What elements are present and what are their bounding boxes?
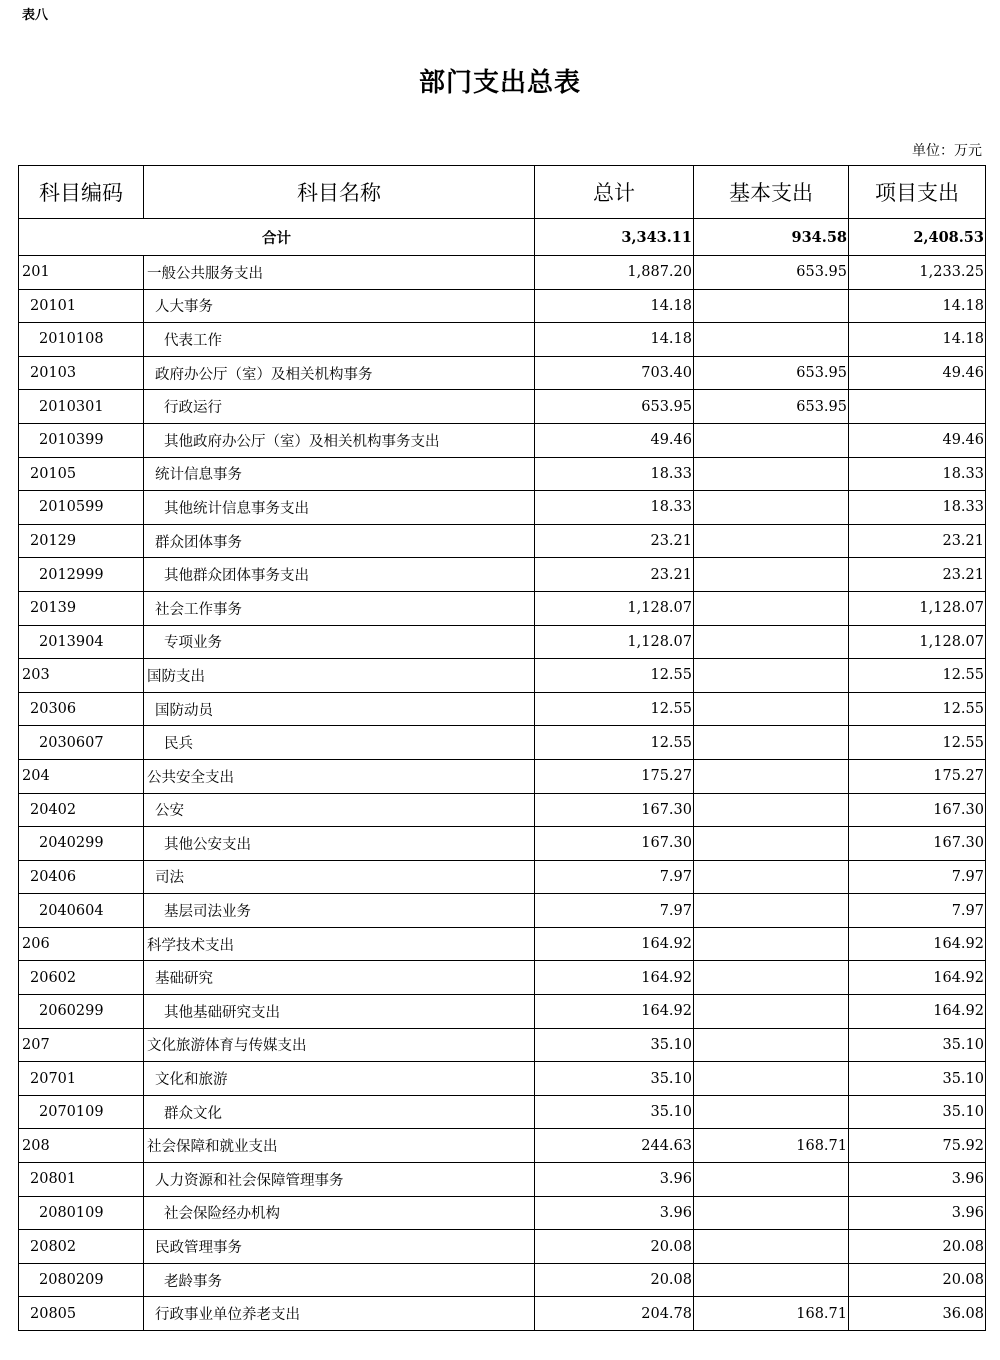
cell-name: 民政管理事务 xyxy=(144,1230,535,1264)
cell-total: 1,128.07 xyxy=(535,625,694,659)
cell-code: 20105 xyxy=(19,457,144,491)
cell-code: 20406 xyxy=(19,860,144,894)
cell-name: 行政运行 xyxy=(144,390,535,424)
cell-project: 1,233.25 xyxy=(849,256,986,290)
cell-basic xyxy=(694,591,849,625)
cell-total: 18.33 xyxy=(535,457,694,491)
cell-basic xyxy=(694,860,849,894)
cell-basic: 653.95 xyxy=(694,356,849,390)
cell-total: 703.40 xyxy=(535,356,694,390)
table-row xyxy=(19,524,986,558)
table-row xyxy=(19,491,986,525)
cell-code: 203 xyxy=(19,659,144,693)
cell-code: 204 xyxy=(19,759,144,793)
cell-code: 2013904 xyxy=(19,625,144,659)
cell-name: 群众团体事务 xyxy=(144,524,535,558)
cell-basic xyxy=(694,625,849,659)
cell-total: 7.97 xyxy=(535,860,694,894)
cell-total: 3.96 xyxy=(535,1163,694,1197)
cell-basic xyxy=(694,1230,849,1264)
cell-basic xyxy=(694,1196,849,1230)
cell-name: 基层司法业务 xyxy=(144,894,535,928)
cell-name: 其他群众团体事务支出 xyxy=(144,558,535,592)
cell-basic xyxy=(694,827,849,861)
cell-project: 14.18 xyxy=(849,289,986,323)
cell-name: 其他政府办公厅（室）及相关机构事务支出 xyxy=(144,423,535,457)
cell-total: 653.95 xyxy=(535,390,694,424)
table-row xyxy=(19,1196,986,1230)
cell-project: 35.10 xyxy=(849,1028,986,1062)
cell-code: 2030607 xyxy=(19,726,144,760)
cell-code: 2010108 xyxy=(19,323,144,357)
header-project: 项目支出 xyxy=(849,166,986,219)
cell-code: 20139 xyxy=(19,591,144,625)
table-row xyxy=(19,860,986,894)
cell-total: 164.92 xyxy=(535,927,694,961)
cell-name: 专项业务 xyxy=(144,625,535,659)
table-row xyxy=(19,1062,986,1096)
total-label: 合计 xyxy=(19,219,535,256)
table-number: 表八 xyxy=(22,8,49,23)
cell-project: 167.30 xyxy=(849,793,986,827)
cell-project: 18.33 xyxy=(849,457,986,491)
cell-basic xyxy=(694,961,849,995)
cell-total: 7.97 xyxy=(535,894,694,928)
cell-total: 167.30 xyxy=(535,827,694,861)
cell-project: 3.96 xyxy=(849,1163,986,1197)
cell-name: 司法 xyxy=(144,860,535,894)
cell-name: 老龄事务 xyxy=(144,1263,535,1297)
cell-basic xyxy=(694,524,849,558)
cell-project: 175.27 xyxy=(849,759,986,793)
cell-code: 2010599 xyxy=(19,491,144,525)
total-sum: 3,343.11 xyxy=(535,219,694,256)
table-row xyxy=(19,1028,986,1062)
table-row xyxy=(19,1297,986,1331)
table-row xyxy=(19,625,986,659)
cell-basic xyxy=(694,927,849,961)
table-row xyxy=(19,323,986,357)
table-row xyxy=(19,591,986,625)
cell-code: 207 xyxy=(19,1028,144,1062)
cell-name: 行政事业单位养老支出 xyxy=(144,1297,535,1331)
cell-project: 14.18 xyxy=(849,323,986,357)
cell-basic xyxy=(694,323,849,357)
cell-name: 人力资源和社会保障管理事务 xyxy=(144,1163,535,1197)
cell-basic xyxy=(694,793,849,827)
cell-code: 20306 xyxy=(19,692,144,726)
cell-total: 1,887.20 xyxy=(535,256,694,290)
cell-project: 18.33 xyxy=(849,491,986,525)
table-row xyxy=(19,356,986,390)
cell-total: 14.18 xyxy=(535,323,694,357)
table-row xyxy=(19,759,986,793)
page-title: 部门支出总表 xyxy=(418,68,581,98)
expenditure-table xyxy=(18,165,986,1331)
cell-project: 23.21 xyxy=(849,558,986,592)
table-row xyxy=(19,390,986,424)
cell-project xyxy=(849,390,986,424)
cell-name: 文化和旅游 xyxy=(144,1062,535,1096)
cell-code: 20602 xyxy=(19,961,144,995)
table-row xyxy=(19,894,986,928)
cell-project: 35.10 xyxy=(849,1062,986,1096)
table-row xyxy=(19,793,986,827)
cell-project: 164.92 xyxy=(849,995,986,1029)
header-code: 科目编码 xyxy=(19,166,144,219)
table-row xyxy=(19,457,986,491)
cell-code: 206 xyxy=(19,927,144,961)
cell-project: 49.46 xyxy=(849,356,986,390)
cell-project: 3.96 xyxy=(849,1196,986,1230)
cell-total: 167.30 xyxy=(535,793,694,827)
cell-project: 12.55 xyxy=(849,726,986,760)
cell-total: 3.96 xyxy=(535,1196,694,1230)
cell-basic xyxy=(694,491,849,525)
cell-total: 49.46 xyxy=(535,423,694,457)
cell-code: 201 xyxy=(19,256,144,290)
cell-total: 1,128.07 xyxy=(535,591,694,625)
cell-name: 人大事务 xyxy=(144,289,535,323)
cell-total: 20.08 xyxy=(535,1263,694,1297)
table-row xyxy=(19,1230,986,1264)
total-basic: 934.58 xyxy=(694,219,849,256)
cell-name: 其他公安支出 xyxy=(144,827,535,861)
cell-code: 20805 xyxy=(19,1297,144,1331)
unit-label: 单位：万元 xyxy=(912,143,982,159)
cell-basic: 168.71 xyxy=(694,1129,849,1163)
header-basic: 基本支出 xyxy=(694,166,849,219)
cell-name: 社会工作事务 xyxy=(144,591,535,625)
table-row xyxy=(19,692,986,726)
cell-basic xyxy=(694,726,849,760)
cell-project: 1,128.07 xyxy=(849,625,986,659)
cell-total: 35.10 xyxy=(535,1095,694,1129)
cell-basic xyxy=(694,457,849,491)
total-row xyxy=(19,219,986,256)
cell-name: 国防动员 xyxy=(144,692,535,726)
header-total: 总计 xyxy=(535,166,694,219)
cell-name: 公安 xyxy=(144,793,535,827)
cell-basic: 653.95 xyxy=(694,256,849,290)
cell-name: 民兵 xyxy=(144,726,535,760)
cell-name: 国防支出 xyxy=(144,659,535,693)
cell-code: 20701 xyxy=(19,1062,144,1096)
cell-code: 2010301 xyxy=(19,390,144,424)
cell-name: 其他统计信息事务支出 xyxy=(144,491,535,525)
cell-project: 164.92 xyxy=(849,961,986,995)
cell-name: 代表工作 xyxy=(144,323,535,357)
cell-code: 20101 xyxy=(19,289,144,323)
cell-name: 科学技术支出 xyxy=(144,927,535,961)
cell-total: 175.27 xyxy=(535,759,694,793)
table-row xyxy=(19,995,986,1029)
cell-code: 2070109 xyxy=(19,1095,144,1129)
cell-project: 167.30 xyxy=(849,827,986,861)
cell-basic xyxy=(694,894,849,928)
cell-total: 12.55 xyxy=(535,726,694,760)
cell-code: 208 xyxy=(19,1129,144,1163)
cell-total: 23.21 xyxy=(535,524,694,558)
cell-project: 35.10 xyxy=(849,1095,986,1129)
table-row xyxy=(19,659,986,693)
cell-code: 20103 xyxy=(19,356,144,390)
total-project: 2,408.53 xyxy=(849,219,986,256)
cell-project: 1,128.07 xyxy=(849,591,986,625)
table-row xyxy=(19,256,986,290)
cell-code: 2040299 xyxy=(19,827,144,861)
cell-code: 20129 xyxy=(19,524,144,558)
cell-basic xyxy=(694,289,849,323)
cell-project: 164.92 xyxy=(849,927,986,961)
table-row xyxy=(19,558,986,592)
cell-basic xyxy=(694,1062,849,1096)
cell-basic xyxy=(694,659,849,693)
cell-code: 2060299 xyxy=(19,995,144,1029)
table-row xyxy=(19,827,986,861)
table-row xyxy=(19,961,986,995)
cell-name: 公共安全支出 xyxy=(144,759,535,793)
cell-basic xyxy=(694,995,849,1029)
cell-total: 14.18 xyxy=(535,289,694,323)
cell-basic xyxy=(694,1263,849,1297)
cell-project: 75.92 xyxy=(849,1129,986,1163)
cell-basic xyxy=(694,423,849,457)
cell-name: 一般公共服务支出 xyxy=(144,256,535,290)
table-row xyxy=(19,1263,986,1297)
cell-code: 20801 xyxy=(19,1163,144,1197)
cell-code: 20802 xyxy=(19,1230,144,1264)
cell-name: 社会保障和就业支出 xyxy=(144,1129,535,1163)
cell-total: 244.63 xyxy=(535,1129,694,1163)
cell-project: 20.08 xyxy=(849,1230,986,1264)
cell-total: 35.10 xyxy=(535,1028,694,1062)
cell-basic xyxy=(694,759,849,793)
table-row xyxy=(19,1129,986,1163)
cell-name: 其他基础研究支出 xyxy=(144,995,535,1029)
cell-total: 204.78 xyxy=(535,1297,694,1331)
cell-project: 12.55 xyxy=(849,692,986,726)
cell-total: 18.33 xyxy=(535,491,694,525)
table-row xyxy=(19,423,986,457)
table-row xyxy=(19,726,986,760)
cell-code: 2010399 xyxy=(19,423,144,457)
table-row xyxy=(19,289,986,323)
cell-total: 164.92 xyxy=(535,961,694,995)
cell-project: 7.97 xyxy=(849,894,986,928)
cell-project: 36.08 xyxy=(849,1297,986,1331)
cell-basic xyxy=(694,1095,849,1129)
cell-total: 164.92 xyxy=(535,995,694,1029)
cell-code: 20402 xyxy=(19,793,144,827)
cell-project: 12.55 xyxy=(849,659,986,693)
cell-name: 政府办公厅（室）及相关机构事务 xyxy=(144,356,535,390)
cell-basic: 168.71 xyxy=(694,1297,849,1331)
cell-code: 2040604 xyxy=(19,894,144,928)
table-row xyxy=(19,1163,986,1197)
cell-basic: 653.95 xyxy=(694,390,849,424)
cell-total: 20.08 xyxy=(535,1230,694,1264)
cell-basic xyxy=(694,692,849,726)
cell-basic xyxy=(694,1028,849,1062)
cell-project: 49.46 xyxy=(849,423,986,457)
cell-name: 社会保险经办机构 xyxy=(144,1196,535,1230)
cell-basic xyxy=(694,558,849,592)
cell-name: 文化旅游体育与传媒支出 xyxy=(144,1028,535,1062)
cell-code: 2012999 xyxy=(19,558,144,592)
table-row xyxy=(19,927,986,961)
header-row xyxy=(19,166,986,219)
cell-total: 35.10 xyxy=(535,1062,694,1096)
cell-project: 23.21 xyxy=(849,524,986,558)
cell-name: 群众文化 xyxy=(144,1095,535,1129)
cell-code: 2080209 xyxy=(19,1263,144,1297)
header-name: 科目名称 xyxy=(144,166,535,219)
table-row xyxy=(19,1095,986,1129)
cell-code: 2080109 xyxy=(19,1196,144,1230)
cell-total: 23.21 xyxy=(535,558,694,592)
cell-project: 7.97 xyxy=(849,860,986,894)
cell-project: 20.08 xyxy=(849,1263,986,1297)
cell-basic xyxy=(694,1163,849,1197)
cell-name: 基础研究 xyxy=(144,961,535,995)
cell-name: 统计信息事务 xyxy=(144,457,535,491)
cell-total: 12.55 xyxy=(535,692,694,726)
cell-total: 12.55 xyxy=(535,659,694,693)
